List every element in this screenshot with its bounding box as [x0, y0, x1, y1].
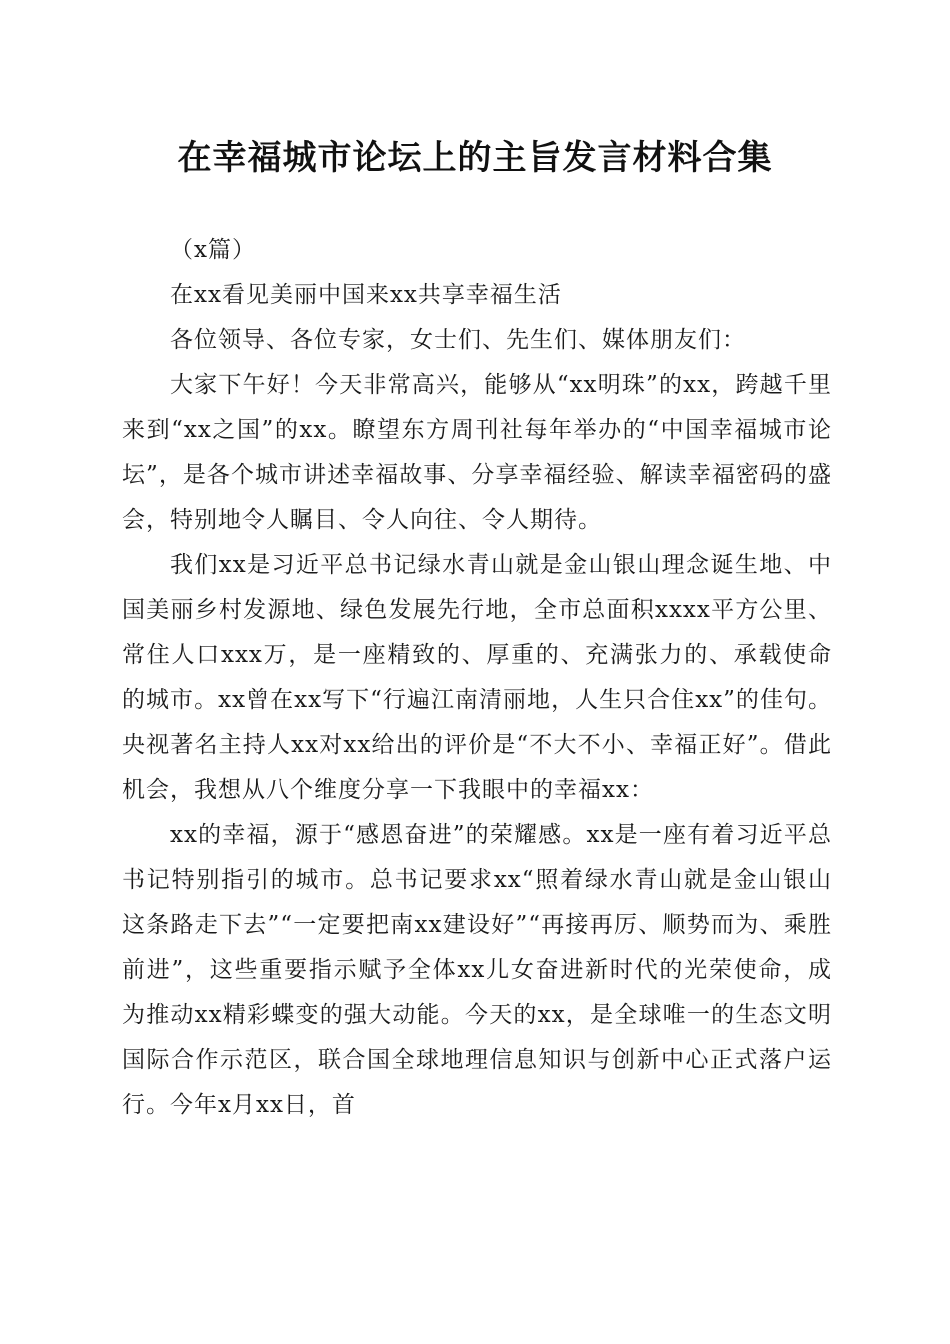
- paragraph-happiness-source: xx的幸福，源于“感恩奋进”的荣耀感。xx是一座有着习近平总书记特别指引的城市。总书记要求xx“照着绿水青山就是金山银山这条路走下去”“一定要把南xx建设好”“再接再厉、顺势而为、乘胜前进”，这些重要指示赋予全体xx儿女奋进新时代的光荣使命，成为推动xx精彩蝶变的强大动能。今天的xx，是全球唯一的生态文明国际合作示范区，联合国全球地理信息知识与创新中心正式落户运行。今年x月xx日，首: [122, 822, 832, 1118]
- document-title: 在幸福城市论坛上的主旨发言材料合集: [177, 138, 773, 178]
- paragraph-salutation: 各位领导、各位专家，女士们、先生们、媒体朋友们：: [170, 327, 746, 353]
- paragraph-greeting: 大家下午好！今天非常高兴，能够从“xx明珠”的xx，跨越千里来到“xx之国”的xx。瞭望东方周刊社每年举办的“中国幸福城市论坛”，是各个城市讲述幸福故事、分享幸福经验、解读幸福密码的盛会，特别地令人瞩目、令人向往、令人期待。: [122, 372, 832, 533]
- paragraph-count: （x篇）: [170, 237, 256, 263]
- paragraph-subtitle: 在xx看见美丽中国来xx共享幸福生活: [170, 282, 562, 308]
- document-body: [122, 228, 832, 1128]
- paragraph-city-intro: 我们xx是习近平总书记绿水青山就是金山银山理念诞生地、中国美丽乡村发源地、绿色发展先行地，全市总面积xxxx平方公里、常住人口xxx万，是一座精致的、厚重的、充满张力的、承载使命的城市。xx曾在xx写下“行遍江南清丽地，人生只合住xx”的佳句。央视著名主持人xx对xx给出的评价是“不大不小、幸福正好”。借此机会，我想从八个维度分享一下我眼中的幸福xx：: [122, 552, 832, 803]
